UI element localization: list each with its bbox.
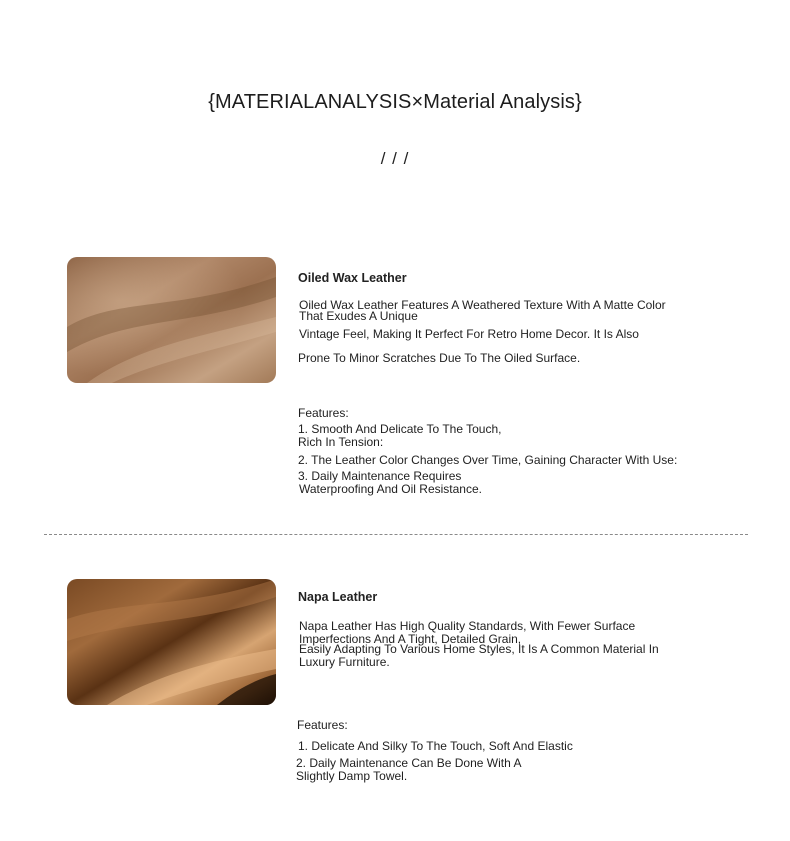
section-divider — [44, 534, 748, 535]
feature-line: 2. The Leather Color Changes Over Time, Gaining Character With Use: — [298, 453, 678, 467]
napa-leather-swatch-image — [67, 579, 276, 705]
napa-leather-texture-icon — [67, 579, 276, 705]
material-name: Napa Leather — [298, 590, 378, 604]
title-ornament: / / / — [380, 149, 410, 168]
oiled-wax-leather-texture-icon — [67, 257, 276, 383]
page-title: {MATERIALANALYSIS×Material Analysis} — [208, 91, 582, 113]
description-line: Vintage Feel, Making It Perfect For Retro Home Decor. It Is Also — [299, 327, 639, 341]
feature-line: Slightly Damp Towel. — [296, 769, 408, 783]
description-line: Luxury Furniture. — [299, 655, 390, 669]
features-label: Features: — [298, 406, 349, 420]
feature-line: Waterproofing And Oil Resistance. — [299, 482, 482, 496]
feature-line: Rich In Tension: — [298, 435, 384, 449]
description-line: Imperfections And A Tight, Detailed Grain, — [299, 632, 522, 646]
oiled-wax-leather-swatch-image — [67, 257, 276, 383]
feature-line: 1. Delicate And Silky To The Touch, Soft And Elastic — [298, 739, 573, 753]
description-line: That Exudes A Unique — [299, 309, 418, 323]
feature-line: 3. Daily Maintenance Requires — [298, 469, 462, 483]
description-line: Napa Leather Has High Quality Standards, With Fewer Surface — [299, 619, 636, 633]
material-name: Oiled Wax Leather — [298, 271, 407, 285]
feature-line: 1. Smooth And Delicate To The Touch, — [298, 422, 502, 436]
description-line: Oiled Wax Leather Features A Weathered Texture With A Matte Color — [299, 298, 666, 312]
description-line: Prone To Minor Scratches Due To The Oiled Surface. — [298, 351, 581, 365]
feature-line: 2. Daily Maintenance Can Be Done With A — [296, 756, 522, 770]
description-line: Easily Adapting To Various Home Styles, It Is A Common Material In — [299, 642, 659, 656]
features-label: Features: — [297, 718, 348, 732]
